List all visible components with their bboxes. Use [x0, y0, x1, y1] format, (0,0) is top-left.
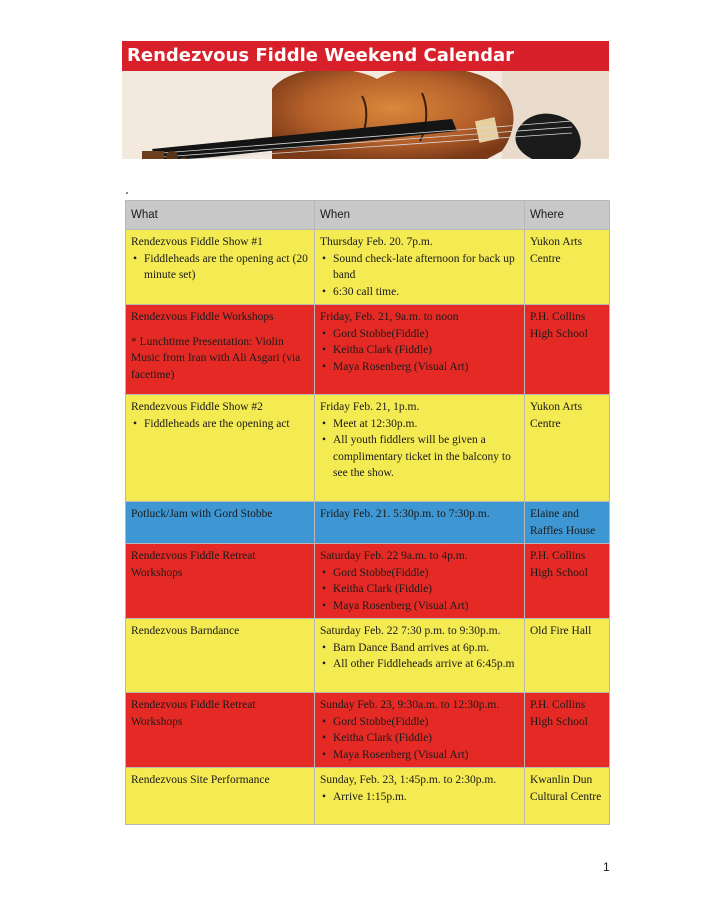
where-cell: Elaine and Raffles House: [525, 502, 610, 544]
list-item: • Gord Stobbe(Fiddle): [333, 326, 519, 343]
where-cell: Kwanlin Dun Cultural Centre: [525, 768, 610, 825]
what-cell: Rendezvous Fiddle Retreat Workshops: [126, 693, 315, 768]
when-cell: [315, 230, 525, 305]
list-item: • Maya Rosenberg (Visual Art): [333, 747, 519, 764]
event-time: Thursday Feb. 20. 7p.m.: [320, 236, 433, 248]
header-where: Where: [525, 201, 610, 230]
what-cell: [126, 395, 315, 502]
violin-image: [122, 71, 609, 159]
what-cell: Rendezvous Site Performance: [126, 768, 315, 825]
where-cell: P.H. Collins High School: [525, 305, 610, 395]
table-row: [126, 693, 610, 768]
event-time: Saturday Feb. 22 9a.m. to 4p.m.: [320, 550, 468, 562]
when-cell: [315, 395, 525, 502]
what-cell: [126, 230, 315, 305]
when-cell: [315, 619, 525, 693]
when-cell: [315, 768, 525, 825]
list-item: • Fiddleheads are the opening act: [144, 416, 309, 433]
what-cell: Rendezvous Fiddle Retreat Workshops: [126, 544, 315, 619]
list-item: • All other Fiddleheads arrive at 6:45p.m: [333, 656, 519, 673]
what-bullets: [131, 251, 309, 284]
list-item: • Keitha Clark (Fiddle): [333, 342, 519, 359]
event-time: Friday, Feb. 21, 9a.m. to noon: [320, 311, 459, 323]
stray-mark: [126, 192, 128, 194]
what-cell: [126, 305, 315, 395]
list-item: • Gord Stobbe(Fiddle): [333, 565, 519, 582]
header-banner: [122, 41, 609, 159]
list-item: • All youth fiddlers will be given a complimentary ticket in the balcony to see the show.: [333, 432, 519, 482]
what-cell: Rendezvous Barndance: [126, 619, 315, 693]
event-name: Rendezvous Fiddle Show #1: [131, 236, 263, 248]
table-header-row: [126, 201, 610, 230]
event-time: Sunday Feb. 23, 9:30a.m. to 12:30p.m.: [320, 699, 500, 711]
what-cell: Potluck/Jam with Gord Stobbe: [126, 502, 315, 544]
table-row: [126, 544, 610, 619]
list-item: • Arrive 1:15p.m.: [333, 789, 519, 806]
table-row: [126, 305, 610, 395]
list-item: • Fiddleheads are the opening act (20 minute set): [144, 251, 309, 284]
list-item: • Keitha Clark (Fiddle): [333, 730, 519, 747]
when-bullets: [320, 714, 519, 764]
list-item: • 6:30 call time.: [333, 284, 519, 301]
when-bullets: [320, 326, 519, 376]
table-row: [126, 619, 610, 693]
when-bullets: [320, 251, 519, 301]
when-bullets: [320, 640, 519, 673]
calendar-table: [125, 200, 610, 825]
where-cell: P.H. Collins High School: [525, 693, 610, 768]
when-cell: Friday Feb. 21. 5:30p.m. to 7:30p.m.: [315, 502, 525, 544]
list-item: • Maya Rosenberg (Visual Art): [333, 598, 519, 615]
list-item: • Keitha Clark (Fiddle): [333, 581, 519, 598]
when-cell: [315, 544, 525, 619]
table-row: [126, 230, 610, 305]
when-bullets: [320, 789, 519, 806]
event-time: Sunday, Feb. 23, 1:45p.m. to 2:30p.m.: [320, 774, 497, 786]
event-time: Friday Feb. 21, 1p.m.: [320, 401, 420, 413]
page-title: Rendezvous Fiddle Weekend Calendar: [122, 41, 609, 71]
where-cell: P.H. Collins High School: [525, 544, 610, 619]
list-item: • Gord Stobbe(Fiddle): [333, 714, 519, 731]
event-time: Saturday Feb. 22 7:30 p.m. to 9:30p.m.: [320, 625, 501, 637]
event-name: Rendezvous Fiddle Show #2: [131, 401, 263, 413]
when-cell: [315, 305, 525, 395]
where-cell: Yukon Arts Centre: [525, 230, 610, 305]
header-when: When: [315, 201, 525, 230]
table-row: [126, 395, 610, 502]
list-item: • Maya Rosenberg (Visual Art): [333, 359, 519, 376]
where-cell: Yukon Arts Centre: [525, 395, 610, 502]
list-item: • Sound check-late afternoon for back up band: [333, 251, 519, 284]
event-name: Rendezvous Fiddle Workshops: [131, 311, 274, 323]
when-bullets: [320, 416, 519, 482]
list-item: • Meet at 12:30p.m.: [333, 416, 519, 433]
where-cell: Old Fire Hall: [525, 619, 610, 693]
header-what: What: [126, 201, 315, 230]
when-cell: [315, 693, 525, 768]
when-bullets: [320, 565, 519, 615]
table-row: [126, 502, 610, 544]
page-number: 1: [603, 860, 610, 874]
event-note: * Lunchtime Presentation: Violin Music from Iran with Ali Asgari (via facetime): [131, 335, 301, 381]
what-bullets: [131, 416, 309, 433]
list-item: • Barn Dance Band arrives at 6p.m.: [333, 640, 519, 657]
table-row: [126, 768, 610, 825]
